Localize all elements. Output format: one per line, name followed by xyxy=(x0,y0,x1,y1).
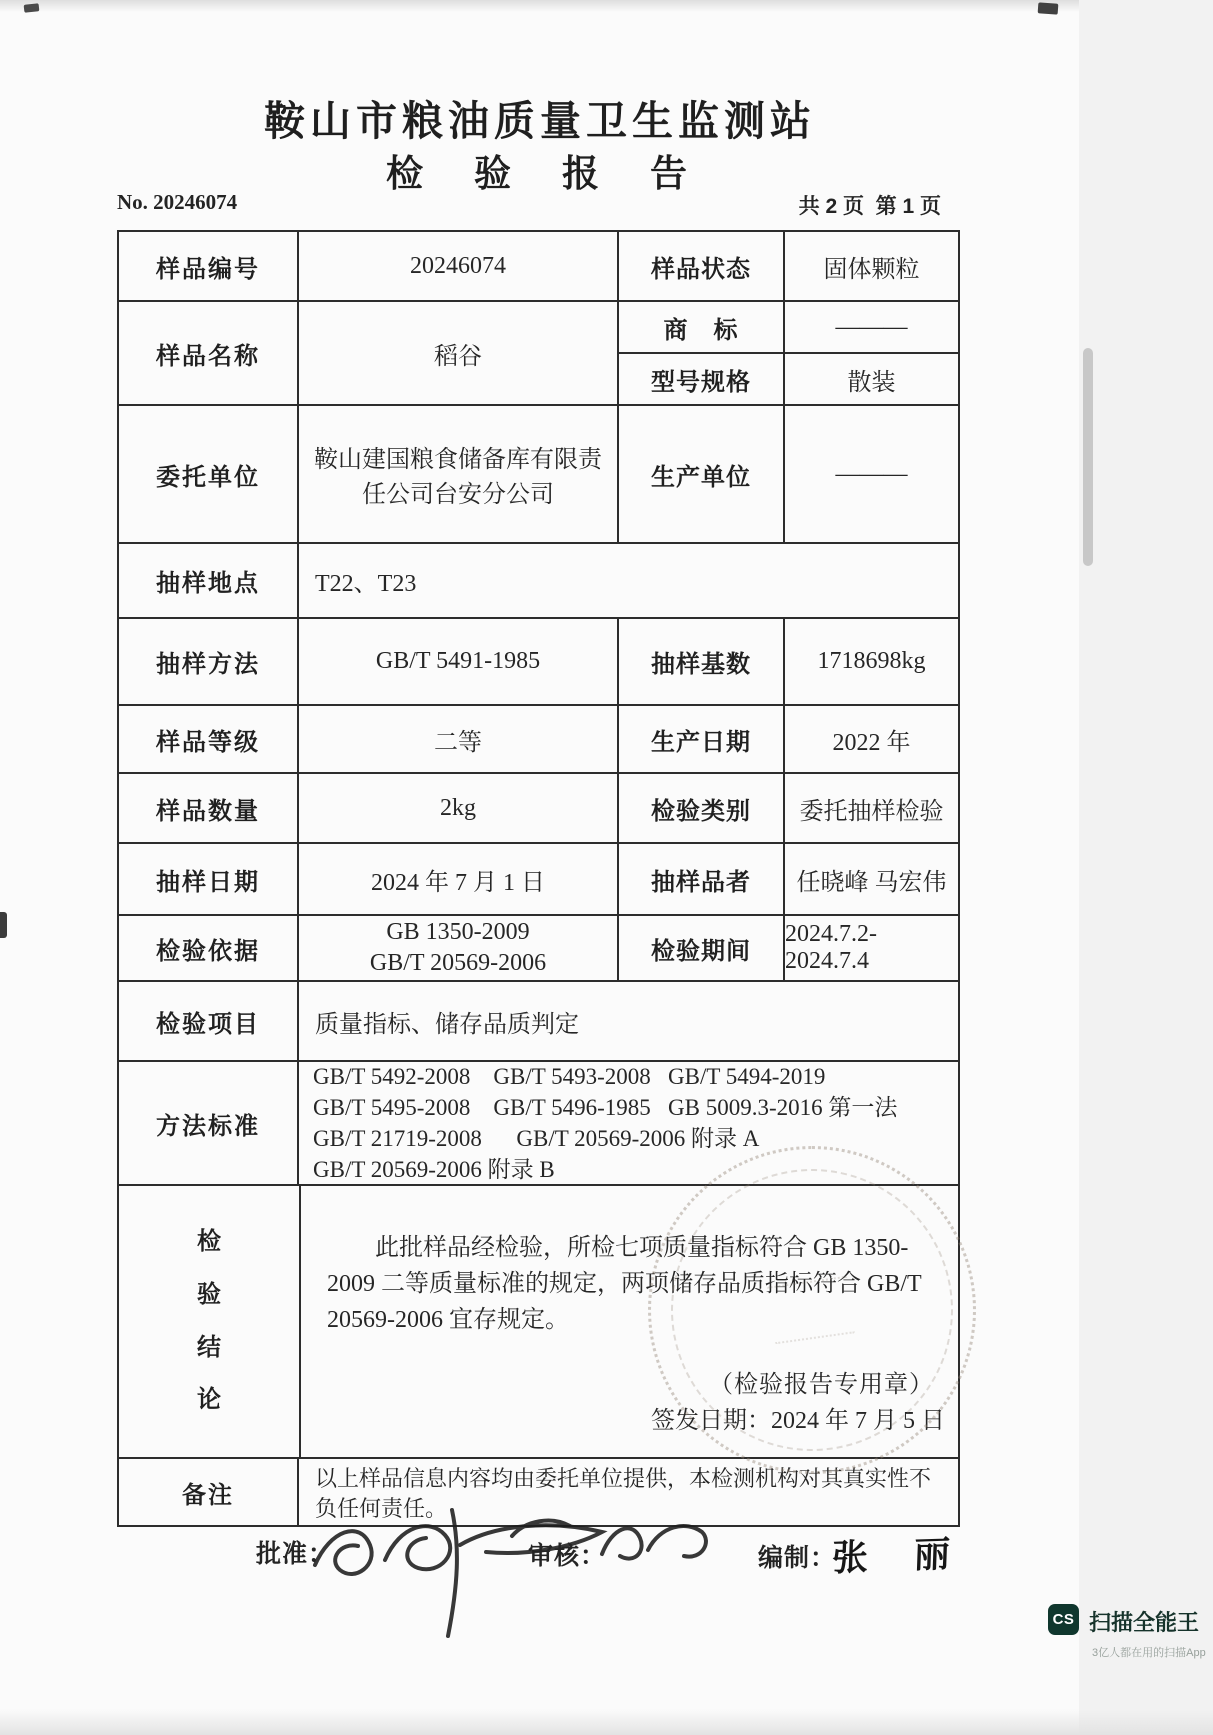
remarks-label: 备注 xyxy=(119,1459,299,1525)
sample-state-value: 固体颗粒 xyxy=(823,256,920,283)
basis-line2: GB/T 20569-2006 xyxy=(369,950,547,976)
sampling-site-value: T22、T23 xyxy=(315,571,417,597)
quantity-value: 2kg xyxy=(299,774,619,842)
brand-value: ——— xyxy=(835,313,908,340)
scan-edge-artifact-bottom xyxy=(0,1709,1213,1735)
org-title: 鞍山市粮油质量卫生监测站 xyxy=(264,98,816,144)
method-standards-line: GB/T 20569-2006 附录 B xyxy=(313,1157,555,1182)
sample-no-label: 样品编号 xyxy=(119,232,299,300)
report-table xyxy=(117,230,960,1527)
table-row-sample-no xyxy=(119,232,958,300)
brand-spec-subtable xyxy=(619,302,958,404)
samplers-label: 抽样品者 xyxy=(619,844,785,914)
table-row-sampling-date xyxy=(119,842,958,914)
method-standards-line: GB/T 21719-2008 GB/T 20569-2006 附录 A xyxy=(313,1126,760,1151)
period-label: 检验期间 xyxy=(619,916,785,980)
table-row-remarks xyxy=(119,1457,958,1525)
sampling-method-value: GB/T 5491-1985 xyxy=(299,619,619,704)
spec-label: 型号规格 xyxy=(619,354,785,404)
spec-value: 散装 xyxy=(847,369,896,396)
scrollbar-thumb[interactable] xyxy=(1083,348,1093,566)
grade-value: 二等 xyxy=(299,706,619,772)
table-row-sampling-method xyxy=(119,617,958,704)
production-date-label: 生产日期 xyxy=(619,706,785,772)
prepared-label: 编制： xyxy=(758,1544,837,1572)
table-row-conclusion xyxy=(119,1184,958,1457)
camscanner-tagline: 3亿人都在用的扫描App xyxy=(1092,1647,1206,1659)
table-row-client xyxy=(119,404,958,542)
sampling-date-value: 2024 年 7 月 1 日 xyxy=(299,844,619,914)
sample-name-value: 稻谷 xyxy=(299,302,619,404)
method-standards-line: GB/T 5492-2008 GB/T 5493-2008 GB/T 5494-2019 xyxy=(313,1064,826,1089)
sample-name-label: 样品名称 xyxy=(119,302,299,404)
producer-label: 生产单位 xyxy=(619,406,785,542)
table-row-items xyxy=(119,980,958,1060)
items-value: 质量指标、储存品质判定 xyxy=(315,1011,579,1038)
table-row-brand xyxy=(619,302,958,354)
samplers-value: 任晓峰 马宏伟 xyxy=(796,869,947,896)
basis-label: 检验依据 xyxy=(119,916,299,980)
conclusion-cell xyxy=(301,1186,958,1457)
conclusion-label-cell xyxy=(119,1186,301,1457)
conclusion-label: 检验结论 xyxy=(197,1227,221,1414)
sampling-method-label: 抽样方法 xyxy=(119,619,299,704)
method-standards-line: GB/T 5495-2008 GB/T 5496-1985 GB 5009.3-2016 第一法 xyxy=(313,1095,898,1120)
scan-edge-artifact-top xyxy=(0,0,1213,12)
remarks-value: 以上样品信息内容均由委托单位提供，本检测机构对其真实性不负任何责任。 xyxy=(315,1466,932,1521)
viewer-right-gutter xyxy=(1079,0,1213,1735)
camscanner-app-name: 扫描全能王 xyxy=(1089,1610,1200,1635)
camscanner-icon: CS xyxy=(1048,1604,1079,1635)
grade-label: 样品等级 xyxy=(119,706,299,772)
page-count: 共 2 页 第 1 页 xyxy=(798,195,941,218)
table-row-spec xyxy=(619,354,958,404)
seal-caption: （检验报告专用章） xyxy=(709,1372,934,1398)
producer-value: ——— xyxy=(835,460,908,487)
sampling-base-label: 抽样基数 xyxy=(619,619,785,704)
reviewed-label: 审核： xyxy=(528,1542,607,1570)
report-title: 检 验 报 告 xyxy=(386,153,694,194)
method-standards-value xyxy=(299,1062,958,1184)
table-row-basis xyxy=(119,914,958,980)
brand-label: 商 标 xyxy=(619,302,785,352)
preparer-signature: 张 丽 xyxy=(831,1532,969,1579)
table-row-sample-name xyxy=(119,300,958,404)
basis-value xyxy=(299,916,619,980)
table-row-grade xyxy=(119,704,958,772)
report-number: No. 20246074 xyxy=(117,190,238,214)
method-standards-label: 方法标准 xyxy=(119,1062,299,1184)
sample-state-label: 样品状态 xyxy=(619,232,785,300)
inspection-type-value: 委托抽样检验 xyxy=(799,798,944,825)
table-row-quantity xyxy=(119,772,958,842)
scan-artifact xyxy=(1038,2,1059,14)
quantity-label: 样品数量 xyxy=(119,774,299,842)
sampling-site-label: 抽样地点 xyxy=(119,544,299,617)
client-label: 委托单位 xyxy=(119,406,299,542)
table-row-sampling-site xyxy=(119,542,958,617)
sampling-base-value: 1718698kg xyxy=(817,648,926,674)
sample-no-value: 20246074 xyxy=(299,232,619,300)
approved-label: 批准： xyxy=(256,1540,335,1568)
basis-line1: GB 1350-2009 xyxy=(386,919,530,945)
items-label: 检验项目 xyxy=(119,982,299,1060)
table-row-method-standards xyxy=(119,1060,958,1184)
client-value: 鞍山建国粮食储备库有限责任公司台安分公司 xyxy=(299,406,619,542)
production-date-value: 2022 年 xyxy=(832,729,911,756)
inspection-type-label: 检验类别 xyxy=(619,774,785,842)
conclusion-text: 此批样品经检验，所检七项质量指标符合 GB 1350-2009 二等质量标准的规定，两项储存品质指标符合 GB/T 20569-2006 宜存规定。 xyxy=(327,1235,922,1333)
scan-artifact xyxy=(0,912,7,938)
sampling-date-label: 抽样日期 xyxy=(119,844,299,914)
issue-date: 签发日期：2024 年 7 月 5 日 xyxy=(651,1408,945,1434)
scan-artifact xyxy=(24,3,40,13)
period-value: 2024.7.2-2024.7.4 xyxy=(785,921,877,974)
